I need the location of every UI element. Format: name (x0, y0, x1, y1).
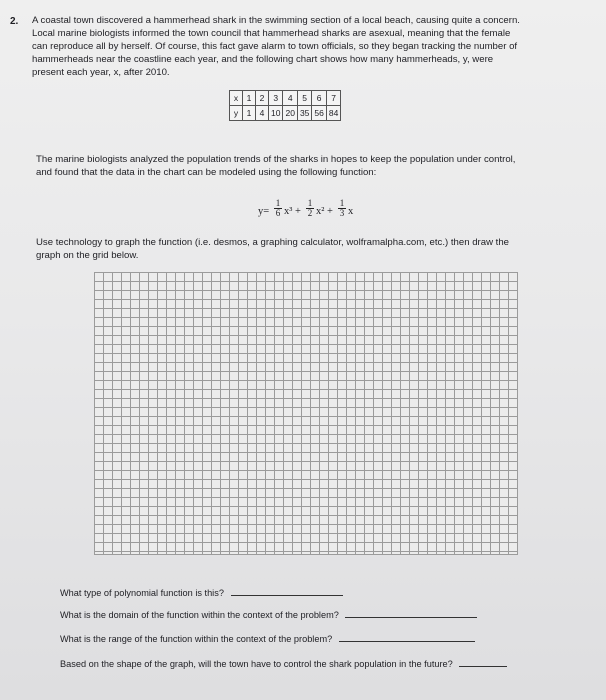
table-row-x (230, 91, 341, 106)
data-table (229, 90, 341, 121)
instruction-line: graph on the grid below. (36, 250, 139, 261)
analysis-line: and found that the data in the chart can be modeled using the following function: (36, 167, 377, 178)
fraction-one-half (306, 199, 314, 218)
table-cell: 35 (297, 106, 311, 121)
denominator: 2 (307, 208, 313, 218)
problem-number: 2. (10, 16, 19, 27)
answer-blank[interactable] (339, 632, 475, 642)
table-header-x: x (230, 91, 243, 106)
table-header-y: y (230, 106, 243, 121)
table-row-y (230, 106, 341, 121)
table-cell: 7 (326, 91, 340, 106)
question-future-control (60, 657, 507, 669)
numerator: 1 (275, 198, 281, 208)
intro-line: can reproduce all by herself. Of course, this fact gave alarm to town officials, so they began tracking the number of (32, 41, 518, 52)
question-text: Based on the shape of the graph, will the town have to control the shark population in the future? (60, 659, 453, 669)
table-cell: 6 (312, 91, 326, 106)
table-cell: 10 (269, 106, 283, 121)
analysis-line: The marine biologists analyzed the population trends of the sharks in hopes to keep the population under control, (36, 154, 516, 165)
term-x-squared: x² + (316, 206, 333, 217)
intro-line: A coastal town discovered a hammerhead shark in the swimming section of a local beach, causing quite a concern. (32, 15, 520, 26)
denominator: 3 (339, 208, 345, 218)
intro-line: present each year, x, after 2010. (32, 67, 170, 78)
table-cell: 1 (243, 106, 256, 121)
instruction-line: Use technology to graph the function (i.e. desmos, a graphing calculator, wolframalpha.com, etc.) then draw the (36, 237, 510, 248)
term-x: x (348, 206, 354, 217)
graph-grid[interactable] (94, 272, 518, 555)
table-cell: 1 (243, 91, 256, 106)
table-cell: 20 (283, 106, 297, 121)
equation-lhs: y= (258, 206, 270, 217)
intro-line: hammerheads near the coastline each year, and the following chart shows how many hammerheads, y, were (32, 54, 494, 65)
table-cell: 56 (312, 106, 326, 121)
analysis-text (36, 153, 576, 179)
intro-line: Local marine biologists informed the town council that hammerhead sharks are asexual, meaning that the female (32, 28, 511, 39)
question-range (60, 632, 475, 644)
table-cell: 84 (326, 106, 340, 121)
instruction-text (36, 236, 576, 262)
table-cell: 2 (256, 91, 269, 106)
fraction-one-third (338, 199, 346, 218)
table-cell: 4 (283, 91, 297, 106)
problem-intro (32, 14, 577, 79)
fraction-one-sixth (274, 199, 282, 218)
denominator: 6 (275, 208, 281, 218)
question-domain (60, 608, 477, 620)
question-text: What type of polynomial function is this? (60, 588, 224, 598)
table-cell: 3 (269, 91, 283, 106)
question-polynomial-type (60, 586, 343, 598)
answer-blank[interactable] (459, 657, 507, 667)
question-text: What is the range of the function within the context of the problem? (60, 634, 333, 644)
answer-blank[interactable] (231, 586, 343, 596)
answer-blank[interactable] (345, 608, 477, 618)
table-cell: 4 (256, 106, 269, 121)
numerator: 1 (307, 198, 313, 208)
question-text: What is the domain of the function within the context of the problem? (60, 610, 339, 620)
table-cell: 5 (297, 91, 311, 106)
numerator: 1 (339, 198, 345, 208)
term-x-cubed: x³ + (284, 206, 301, 217)
